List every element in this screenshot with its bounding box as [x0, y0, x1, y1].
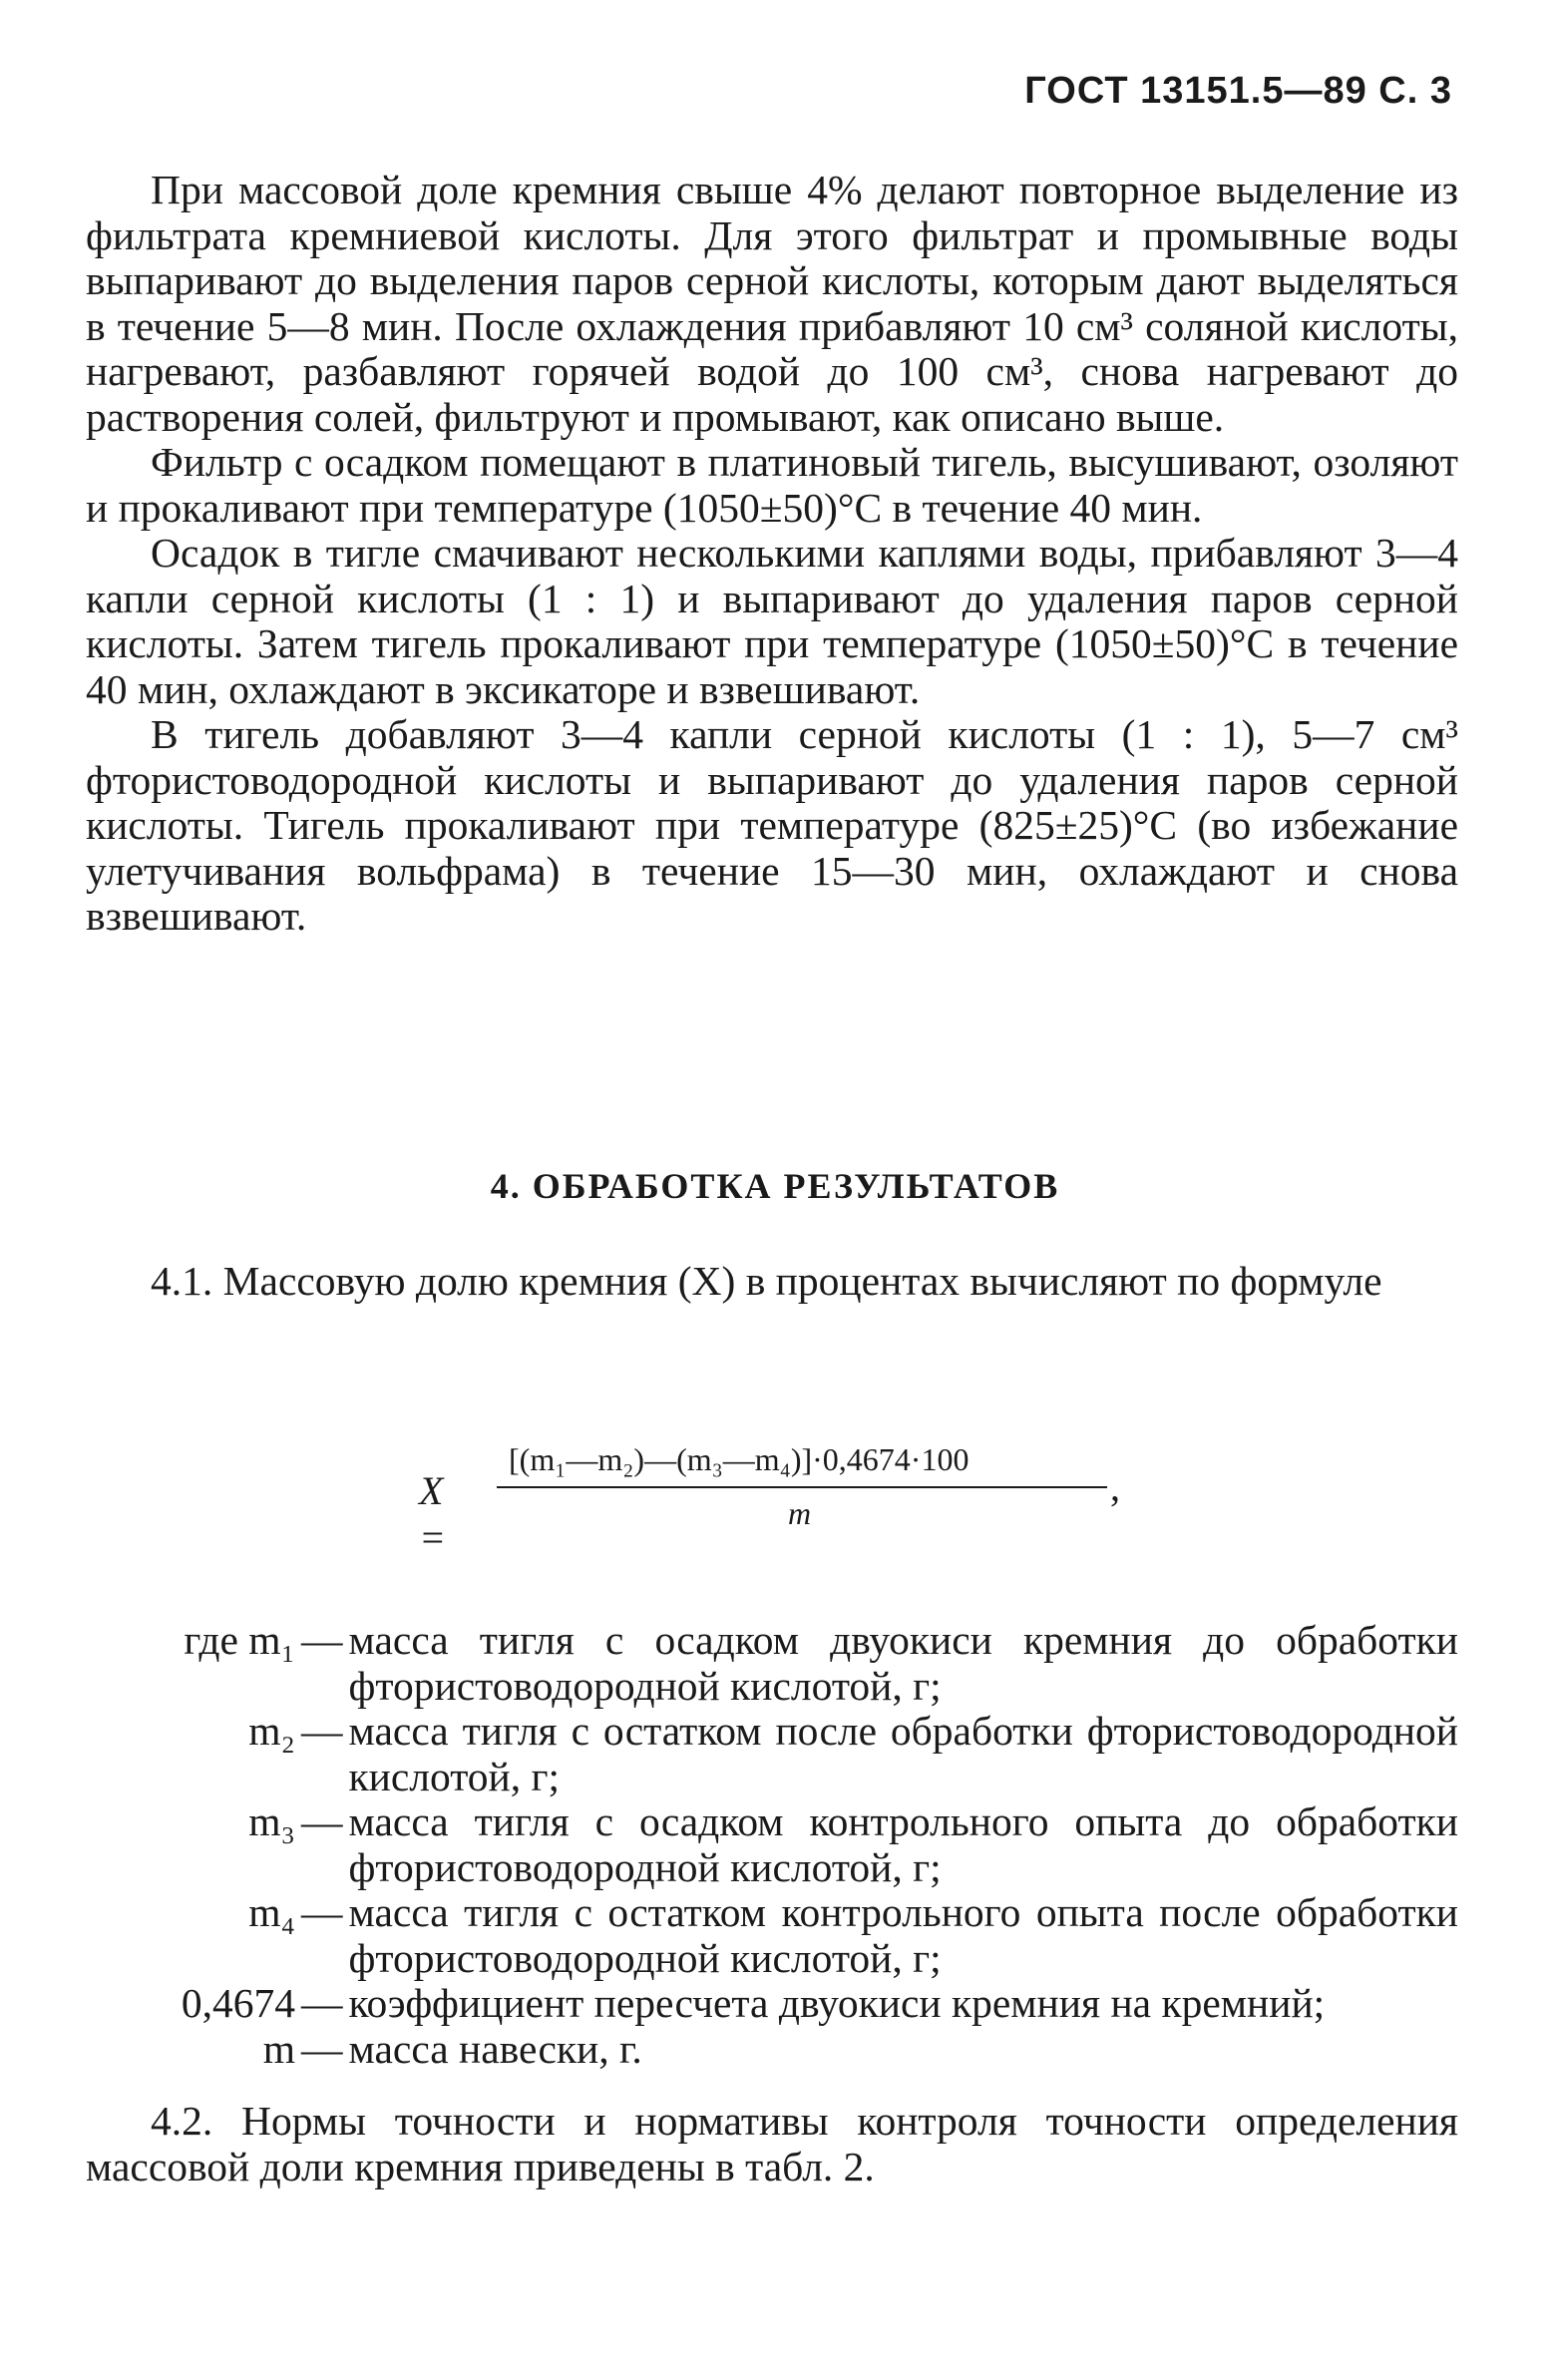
legend-symbol: m₄: [248, 1889, 295, 1935]
legend-symbol: где m₁: [184, 1617, 295, 1663]
fraction-bar: [497, 1486, 1107, 1488]
legend-definition: масса тигля с остатком после обработки фтористоводородной кислотой, г;: [348, 1708, 1458, 1799]
legend-item: [86, 1799, 1458, 1890]
formula-legend: [86, 1618, 1458, 2072]
legend-symbol: m: [262, 2025, 295, 2072]
paragraph-residue-wetting: Осадок в тигле смачивают несколькими каплями воды, прибавляют 3—4 капли серной кислоты (1 : 1) и выпаривают до удаления паров серной кислоты. Затем тигель прокаливают при температуре (1050±50)°С в течение 40 мин, охлаждают в эксикаторе и взвешивают.: [86, 530, 1458, 712]
paragraph-filter-ignition: Фильтр с осадком помещают в платиновый тигель, высушивают, озоляют и прокаливают при температуре (1050±50)°С в течение 40 мин.: [86, 439, 1458, 531]
legend-item: [86, 1981, 1458, 2027]
legend-dash: —: [301, 2025, 343, 2072]
running-head: ГОСТ 13151.5—89 С. 3: [1024, 70, 1452, 112]
legend-dash: —: [301, 1980, 343, 2026]
legend-item: [86, 1890, 1458, 1981]
legend-symbol: 0,4674: [181, 1980, 295, 2026]
method-procedure-text: [86, 168, 1458, 940]
legend-definition: масса навески, г.: [348, 2025, 642, 2072]
formula-numerator: [(m₁—m₂)—(m₃—m₄)]·0,4674·100: [509, 1441, 969, 1477]
legend-definition: масса тигля с осадком двуокиси кремния до обработки фтористоводородной кислотой, г;: [348, 1617, 1458, 1709]
legend-definition: масса тигля с осадком контрольного опыта до обработки фтористоводородной кислотой, г;: [348, 1798, 1458, 1890]
legend-item: [86, 2027, 1458, 2073]
legend-dash: —: [301, 1798, 343, 1844]
paragraph-repeat-separation: При массовой доле кремния свыше 4% делают повторное выделение из фильтрата кремниевой кислоты. Для этого фильтрат и промывные воды выпаривают до выделения паров серной кислоты, которым дают выделяться в течение 5—8 мин. После охлаждения прибавляют 10 см³ соляной кислоты, нагревают, разбавляют горячей водой до 100 см³, снова нагревают до растворения солей, фильтруют и промывают, как описано выше.: [86, 167, 1458, 440]
legend-symbol: m₃: [248, 1798, 295, 1844]
formula-trailing-comma: ,: [1110, 1464, 1120, 1509]
legend-symbol: m₂: [248, 1708, 295, 1754]
paragraph-hf-treatment: В тигель добавляют 3—4 капли серной кислоты (1 : 1), 5—7 см³ фтористоводородной кислоты и выпаривают до удаления паров серной кислоты. Тигель прокаливают при температуре (825±25)°С (во избежание улетучивания вольфрама) в течение 15—30 мин, охлаждают и снова взвешивают.: [86, 711, 1458, 939]
clause-4-1: 4.1. Массовую долю кремния (X) в процентах вычисляют по формуле: [151, 1258, 1382, 1304]
legend-dash: —: [301, 1708, 343, 1754]
clause-4-2: 4.2. Нормы точности и нормативы контроля точности определения массовой доли кремния приведены в табл. 2.: [86, 2098, 1458, 2189]
section-title: 4. ОБРАБОТКА РЕЗУЛЬТАТОВ: [490, 1166, 1060, 1206]
formula-denominator: m: [788, 1495, 812, 1531]
legend-dash: —: [301, 1617, 343, 1663]
legend-item: [86, 1709, 1458, 1799]
legend-item: [86, 1618, 1458, 1709]
legend-definition: коэффициент пересчета двуокиси кремния на кремний;: [348, 1980, 1326, 2026]
formula-lhs: X =: [419, 1468, 446, 1560]
legend-dash: —: [301, 1889, 343, 1935]
legend-definition: масса тигля с остатком контрольного опыта после обработки фтористоводородной кислотой, г;: [348, 1889, 1458, 1981]
